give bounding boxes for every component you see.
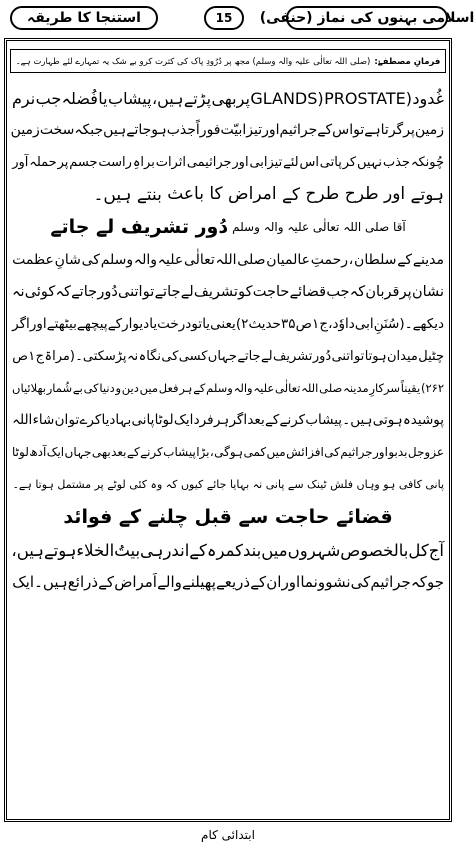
word: کی <box>350 573 371 591</box>
word: ص <box>12 348 28 364</box>
word: میں <box>261 540 288 560</box>
word: لوٹے <box>103 477 126 491</box>
word: (مراۃ <box>44 348 75 364</box>
word: بالخصوص <box>340 540 409 560</box>
word: ابی <box>354 316 374 332</box>
word: اس <box>299 154 319 170</box>
footer-text: ابتدائی کام <box>201 828 255 842</box>
word: نہ <box>249 477 263 491</box>
word: پیچھے <box>76 316 108 332</box>
word: حدیث <box>248 316 281 332</box>
section-title: استنجا کا طریقہ <box>27 10 141 26</box>
word: نشان <box>411 284 444 300</box>
word: حملہ <box>29 154 57 170</box>
word: چٹیل <box>418 348 444 364</box>
word: ہے <box>364 122 381 138</box>
word: اگر <box>12 316 30 332</box>
word: تو <box>191 316 203 332</box>
word: بدبو <box>388 445 408 459</box>
page-footer <box>0 828 456 842</box>
word: اور <box>378 184 406 204</box>
word: سے <box>284 477 304 491</box>
word: پر <box>57 154 69 170</box>
word: شانِ <box>54 252 81 268</box>
word: ہو <box>151 122 167 138</box>
word: کی <box>81 252 100 268</box>
word: ہیں، <box>151 88 184 108</box>
word: کے <box>264 412 280 428</box>
word: لے <box>260 348 273 364</box>
word: کہ <box>162 477 178 491</box>
text-line <box>12 276 444 308</box>
word: کی <box>324 445 340 459</box>
word: باعث <box>161 184 204 204</box>
word: کی <box>161 348 179 364</box>
word: کمرہ <box>206 540 243 560</box>
word: والہ <box>233 381 253 395</box>
word: جائے <box>203 477 227 491</box>
word: کرنے <box>140 445 163 459</box>
word: تو <box>353 122 365 138</box>
word: شُمار <box>46 381 73 395</box>
word: ہوتے <box>405 184 444 205</box>
word: شاء <box>32 412 55 428</box>
word: بھی <box>91 445 111 459</box>
page-content <box>12 82 444 598</box>
word: نرم <box>12 88 36 108</box>
text-line <box>12 340 444 372</box>
word: پر <box>399 284 412 300</box>
word: جذب <box>382 154 410 170</box>
word: غُدود <box>412 88 444 108</box>
word: فُضلہ <box>61 88 98 108</box>
word: ان <box>266 573 282 591</box>
word: قربان <box>365 284 400 300</box>
word: جراثیمی <box>186 154 232 170</box>
word: طرح <box>339 184 379 204</box>
word: ذرائع <box>67 573 99 591</box>
word: تعالٰی <box>275 381 301 395</box>
word: وسلم <box>206 381 233 395</box>
word: وہاں <box>353 477 380 491</box>
word: (سُنَنِ <box>373 316 405 332</box>
word: میدان <box>387 348 418 364</box>
text-line <box>12 308 444 340</box>
word: جسم <box>69 154 98 170</box>
word: ایک <box>46 445 65 459</box>
word: پیشاب <box>108 88 152 108</box>
word: علیہ <box>157 252 184 268</box>
word: ہیں۔ <box>93 184 132 205</box>
word: جاتے <box>237 348 261 364</box>
word: درخت <box>157 316 192 332</box>
word: میں <box>139 381 159 395</box>
word: اور <box>281 573 301 591</box>
word: فوراً <box>195 122 221 138</box>
word: لوٹا <box>12 445 29 459</box>
word: آدھ <box>29 445 47 459</box>
word: پڑتے <box>183 88 212 108</box>
word: اَمراض <box>114 573 157 591</box>
word: پانی <box>131 412 155 428</box>
book-title-box <box>259 6 474 30</box>
word: بے <box>72 381 83 395</box>
word: ج <box>35 348 45 364</box>
word: پھیلنے <box>181 573 216 591</box>
word: پیشاب <box>305 412 343 428</box>
word: ذریعے <box>215 573 251 591</box>
word: و <box>115 381 122 395</box>
word: کے <box>193 381 206 395</box>
word: الخلاء <box>76 540 115 560</box>
word: راست <box>98 154 132 170</box>
word: جراثیم <box>279 122 318 138</box>
word: بیتُ <box>114 540 141 560</box>
word: کوئی <box>24 284 56 300</box>
word: بھلائیاں <box>12 381 46 395</box>
word: نہ <box>126 348 139 364</box>
word: و <box>317 573 326 591</box>
word: شہروں <box>287 540 341 560</box>
word: یا <box>98 88 108 108</box>
word: ٹینک <box>303 477 327 491</box>
word: فلش <box>326 477 354 491</box>
word: جو <box>426 573 444 591</box>
word: گرتا <box>380 122 404 138</box>
word: ہر <box>213 412 230 428</box>
word: نگاہ <box>138 348 161 364</box>
word: جہاں <box>64 445 92 459</box>
word: ، <box>209 445 214 459</box>
word: جذب <box>166 122 196 138</box>
word: اندر <box>163 540 190 560</box>
word: والہ <box>133 252 158 268</box>
word: آج <box>428 540 444 560</box>
text-line <box>12 146 444 178</box>
word: ہی <box>140 540 164 560</box>
word: لے <box>180 284 194 300</box>
word: ہوتا <box>31 477 54 491</box>
word: عزوجل <box>407 445 444 459</box>
section-title-box <box>10 6 158 30</box>
word: پانی <box>421 477 444 491</box>
word: صلی <box>237 252 266 268</box>
word: ، <box>11 540 17 560</box>
word: لئے <box>283 154 299 170</box>
word: مدینے <box>412 252 444 268</box>
word: ہر <box>179 381 193 395</box>
word: کا <box>203 184 223 204</box>
word: جب <box>35 88 62 108</box>
word: ہوگی <box>214 445 244 459</box>
word: تشریف <box>193 284 238 300</box>
word: کہ <box>55 284 71 300</box>
word: بند <box>242 540 262 560</box>
word: افزائش <box>286 445 324 459</box>
word: اتنی <box>118 284 143 300</box>
word: ہے۔ <box>12 477 32 491</box>
word: کرے <box>79 412 102 428</box>
word: کافی <box>395 477 422 491</box>
word: عظمت <box>12 252 54 268</box>
text-line <box>12 114 444 146</box>
word: جراثیم <box>340 445 373 459</box>
word: سخت <box>39 122 75 138</box>
word: بہایا <box>226 477 250 491</box>
heading-door-tashreef <box>12 210 444 244</box>
word: پوشیدہ <box>402 412 444 428</box>
word: علیہ <box>253 381 275 395</box>
word: والے <box>157 573 182 591</box>
word: وسلم <box>100 252 134 268</box>
word: پر <box>91 477 104 491</box>
word: اور <box>262 122 280 138</box>
text-line <box>12 178 444 210</box>
word: کے <box>189 540 207 560</box>
page-number-box <box>204 6 244 30</box>
word: اگر <box>229 412 248 428</box>
word: تعالٰی <box>183 252 215 268</box>
word: ہیں۔ <box>34 573 68 591</box>
word: بنتے <box>131 184 162 205</box>
heading-prefix: آقا صلی اللہ تعالٰی علیہ والہ وسلم <box>232 220 406 234</box>
word: ۳۵ <box>280 316 296 332</box>
text-line <box>12 404 444 436</box>
word: نہ <box>12 284 25 300</box>
word: تو <box>68 412 80 428</box>
farman-lead: فرمانِ مصطفےٰ: <box>374 56 441 67</box>
word: بیٹھتے <box>46 316 77 332</box>
word: صلی <box>319 381 343 395</box>
word: براہِ <box>132 154 155 170</box>
word: ہیں <box>103 122 127 138</box>
page-number: 15 <box>215 11 233 25</box>
word: کسی <box>178 348 208 364</box>
word: اور <box>232 154 249 170</box>
word: اتنی <box>331 348 354 364</box>
word: اس <box>332 122 354 138</box>
word: فعل <box>158 381 179 395</box>
word: سرکارِ <box>369 381 400 395</box>
word: امراض <box>222 184 277 204</box>
word: سلطان <box>354 252 397 268</box>
word: کے <box>397 252 413 268</box>
word: پیشاب <box>163 445 196 459</box>
word: کیوں <box>177 477 204 491</box>
page-header <box>0 0 474 40</box>
word: ، <box>348 252 354 268</box>
word: دیوار <box>122 316 150 332</box>
word: کے <box>107 316 123 332</box>
word: کو <box>238 284 253 300</box>
word: جب <box>326 284 350 300</box>
word: طرح <box>300 184 340 204</box>
word: وہ <box>147 477 163 491</box>
text-line <box>12 244 444 276</box>
text-line <box>12 82 444 114</box>
text-line <box>12 566 444 598</box>
word: جراثیم <box>370 573 411 591</box>
word: جاتے <box>154 284 181 300</box>
word: یا <box>202 316 211 332</box>
word: داوٗد، <box>328 316 355 332</box>
word: دین <box>121 381 139 395</box>
word: نشو <box>325 573 351 591</box>
text-line <box>12 436 444 468</box>
word: اللہ <box>12 412 33 428</box>
word: نہیں <box>356 154 382 170</box>
word: نما <box>300 573 318 591</box>
word: ایک <box>12 573 35 591</box>
word: جاتے <box>71 284 98 300</box>
word: کے <box>276 184 301 205</box>
heading-text: دُور تشریف لے جاتے <box>50 216 229 238</box>
word: یا <box>149 316 158 332</box>
word: ۲۶۲) <box>420 381 444 395</box>
heading-fawaid <box>12 500 444 534</box>
word: دُور <box>97 284 118 300</box>
word: تو <box>142 284 155 300</box>
word: ج <box>319 316 329 332</box>
word: ہو <box>379 477 396 491</box>
word: تیزابیّت <box>220 122 263 138</box>
book-title: اسلامی بہنوں کی نماز (حنفی) <box>259 10 474 26</box>
word: جاتے <box>126 122 152 138</box>
word: عالمیان <box>266 252 310 268</box>
word: بعد <box>111 445 127 459</box>
word: ایک <box>173 412 194 428</box>
word: پانی <box>262 477 285 491</box>
text-line <box>12 468 444 500</box>
word: ہوتا <box>364 348 387 364</box>
word: لوٹا <box>154 412 174 428</box>
word: GLANDS) <box>250 88 324 108</box>
word: کمی <box>243 445 267 459</box>
word: زمین <box>10 122 40 138</box>
word: ہیں۔ <box>342 412 373 428</box>
word: ص <box>295 316 312 332</box>
word: رحمتِ <box>310 252 349 268</box>
word: دنیا <box>99 381 115 395</box>
word: ۲) <box>235 316 249 332</box>
word: بہادیا <box>101 412 132 428</box>
word: مشتمل <box>53 477 92 491</box>
word: اور <box>373 445 388 459</box>
word: پر <box>403 122 415 138</box>
word: دیکھے۔ <box>404 316 444 332</box>
word: تو <box>353 348 365 364</box>
word: اللہ <box>215 252 237 268</box>
word: پاتی <box>319 154 342 170</box>
word: میں <box>266 445 286 459</box>
word: ان <box>54 412 69 428</box>
word: ہیں <box>16 540 44 560</box>
word: جبکہ <box>74 122 104 138</box>
word: تشریف <box>272 348 313 364</box>
word: کرنے <box>279 412 306 428</box>
text-line <box>12 534 444 566</box>
word: زمین <box>414 122 444 138</box>
word: آور <box>12 154 29 170</box>
word: یعنی <box>210 316 236 332</box>
word: دُور <box>312 348 332 364</box>
farman-text: (صلی اللہ تعالٰی علیہ والہ وسلم) مجھ پر دُرُودِ پاک کی کثرت کرو بے شک یہ تمہارے لئے طہارت ہے۔ <box>15 56 371 67</box>
word: کے <box>98 573 115 591</box>
word: چُونکہ <box>410 154 444 170</box>
word: کہ <box>410 573 427 591</box>
word: پڑسکتی۔ <box>75 348 127 364</box>
word: کے <box>126 445 140 459</box>
word: پربھی <box>211 88 250 108</box>
word: کہ <box>349 284 366 300</box>
word: (PROSTATE <box>324 88 412 108</box>
text-line <box>12 372 444 404</box>
word: یقیناً <box>400 381 421 395</box>
word: کے <box>317 122 333 138</box>
word: فرد <box>193 412 214 428</box>
word: جہاں <box>207 348 237 364</box>
word: ہوتے <box>43 540 77 560</box>
word: مدینہ <box>343 381 369 395</box>
word: ہوتی <box>372 412 403 428</box>
word: ۱ <box>311 316 320 332</box>
word: بعد <box>247 412 265 428</box>
heading-text: قضائے حاجت سے قبل چلنے کے فوائد <box>63 506 393 528</box>
word: اثرات <box>155 154 186 170</box>
word: کے <box>250 573 267 591</box>
word: قضائے <box>289 284 327 300</box>
farman-box <box>10 49 446 73</box>
word: تیزابی <box>249 154 283 170</box>
word: کی <box>83 381 99 395</box>
word: حاجت <box>252 284 290 300</box>
word: کئی <box>125 477 148 491</box>
word: ۱ <box>28 348 36 364</box>
word: کر <box>342 154 357 170</box>
word: کل <box>408 540 429 560</box>
word: اور <box>29 316 47 332</box>
word: بڑا <box>196 445 210 459</box>
word: اللہ <box>301 381 319 395</box>
